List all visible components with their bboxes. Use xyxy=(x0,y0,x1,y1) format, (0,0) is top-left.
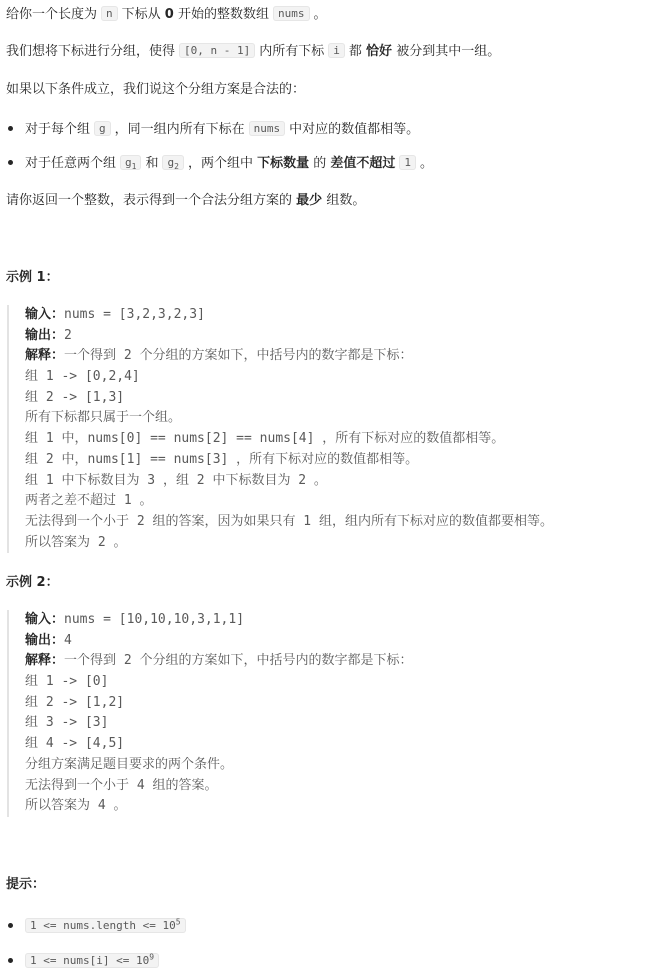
explanation-line: 组 2 中，nums[1] == nums[3] ，所有下标对应的数值都相等。 xyxy=(25,451,419,467)
explanation-line: 无法得到一个小于 4 组的答案。 xyxy=(25,777,218,793)
hints-title: 提示： xyxy=(6,877,46,892)
example-explanation: 解释：一个得到 2 个分组的方案如下，中括号内的数字都是下标： xyxy=(25,348,413,364)
example-1-block xyxy=(7,305,645,553)
explanation-line: 组 1 中，nums[0] == nums[2] == nums[4] ，所有下标对应的数值都相等。 xyxy=(25,431,505,447)
condition-item-2: 对于任意两个组 $g_1$ 和 $g_2$ ，两个组中 下标数量 的 差值不超过 1 。 xyxy=(6,153,644,177)
inline-code: 1 <= nums.length <= $10^5$ xyxy=(25,918,186,933)
inline-code-g1: $g_1$ xyxy=(120,155,141,170)
bullet-icon xyxy=(8,160,13,165)
explanation-line: 所有下标都只属于一个组。 xyxy=(25,410,182,426)
inline-code: nums xyxy=(273,6,310,21)
inline-code: 1 xyxy=(399,155,416,170)
explanation-line: 无法得到一个小于 2 组的答案，因为如果只有 1 组，组内所有下标对应的数值都要相等。 xyxy=(25,513,553,529)
inline-code-g2: $g_2$ xyxy=(162,155,183,170)
intro-line-3: 如果以下条件成立，我们说这个分组方案是合法的： xyxy=(6,82,306,97)
condition-item-1: 对于每个组 g ，同一组内所有下标在 nums 中对应的数值都相等。 xyxy=(6,119,644,140)
explanation-line: 组 3 -> [3] xyxy=(25,715,109,731)
explanation-line: 组 4 -> [4,5] xyxy=(25,736,125,752)
inline-code: g xyxy=(94,121,111,136)
hint-item-1 xyxy=(6,912,644,937)
example-input: 输入：nums = [3,2,3,2,3] xyxy=(25,307,205,322)
example-output: 输出：4 xyxy=(25,632,72,648)
explanation-line: 组 1 -> [0] xyxy=(25,674,109,690)
explanation-line: 所以答案为 4 。 xyxy=(25,798,127,814)
explanation-line: 两者之差不超过 1 。 xyxy=(25,493,153,509)
example-output: 输出：2 xyxy=(25,327,72,343)
intro-line-1: 给你一个长度为 n 下标从 0 开始的整数数组 nums 。 xyxy=(6,7,327,22)
inline-code: 1 <= nums[i] <= $10^9$ xyxy=(25,953,159,968)
bullet-icon xyxy=(8,923,13,928)
bullet-icon xyxy=(8,126,13,131)
example-input: 输入：nums = [10,10,10,3,1,1] xyxy=(25,612,245,627)
example-2-title: 示例 2： xyxy=(6,575,59,590)
example-explanation: 解释：一个得到 2 个分组的方案如下，中括号内的数字都是下标： xyxy=(25,653,413,669)
ask-line: 请你返回一个整数，表示得到一个合法分组方案的 最少 组数。 xyxy=(6,193,366,208)
bullet-icon xyxy=(8,958,13,963)
explanation-line: 组 1 -> [0,2,4] xyxy=(25,369,140,385)
hint-item-2 xyxy=(6,947,644,972)
example-2-block xyxy=(7,610,645,817)
explanation-line: 所以答案为 2 。 xyxy=(25,534,127,550)
explanation-line: 分组方案满足题目要求的两个条件。 xyxy=(25,756,234,772)
explanation-line: 组 1 中下标数目为 3 ，组 2 中下标数目为 2 。 xyxy=(25,472,327,488)
inline-code: nums xyxy=(249,121,286,136)
explanation-line: 组 2 -> [1,2] xyxy=(25,694,125,710)
inline-code: n xyxy=(101,6,118,21)
example-1-title: 示例 1： xyxy=(6,270,59,285)
inline-code: [0, n - 1] xyxy=(179,43,255,58)
intro-line-2: 我们想将下标进行分组，使得 [0, n - 1] 内所有下标 i 都 恰好 被分到其中一组。 xyxy=(6,44,501,59)
explanation-line: 组 2 -> [1,3] xyxy=(25,389,125,405)
inline-code: i xyxy=(328,43,345,58)
